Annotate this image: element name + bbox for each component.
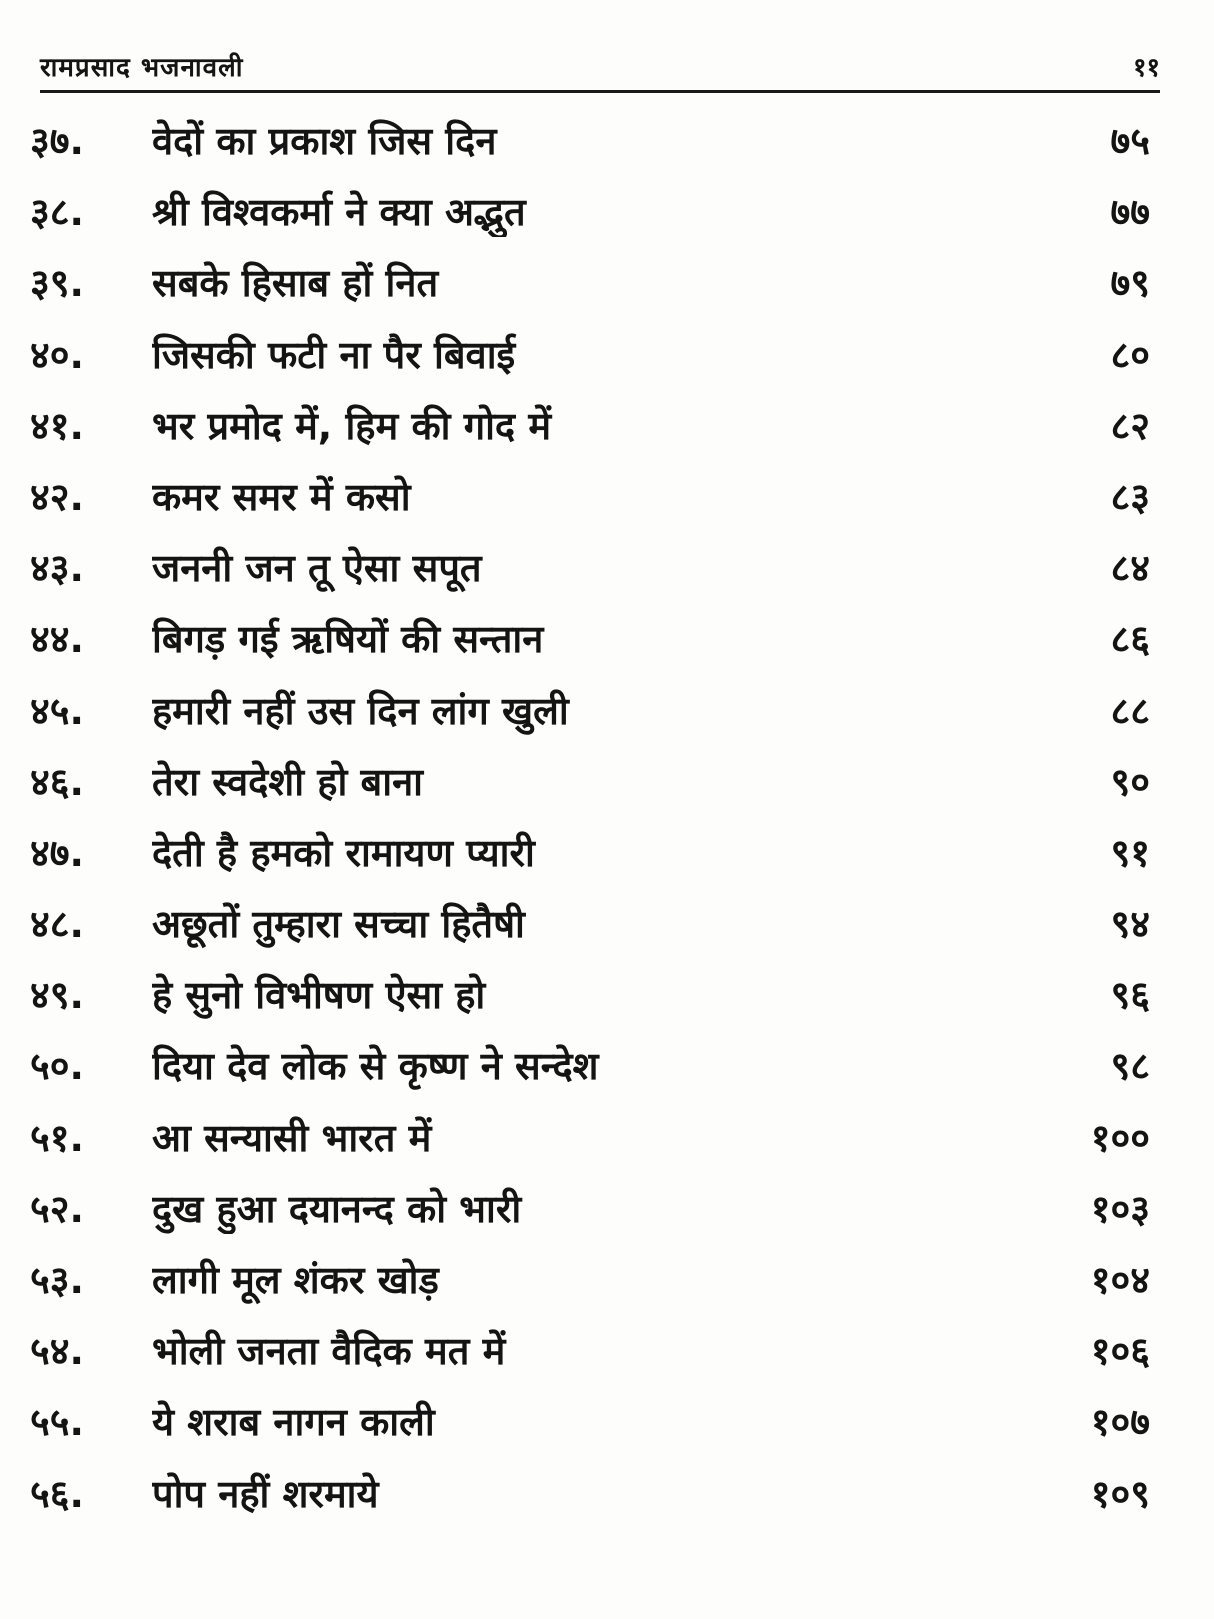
entry-number: ४८. — [30, 902, 84, 947]
entry-title: कमर समर में कसो — [152, 474, 411, 519]
toc-entry — [0, 389, 1214, 460]
entry-page: ९८ — [1110, 1044, 1150, 1089]
entry-title: सबके हिसाब हों नित — [152, 261, 439, 306]
entry-page: ९१ — [1110, 830, 1150, 875]
entry-page: ८३ — [1110, 474, 1150, 519]
entry-title: वेदों का प्रकाश जिस दिन — [152, 119, 497, 163]
entry-number: ४३. — [30, 546, 84, 591]
toc-entry — [0, 318, 1214, 389]
entry-page: ८८ — [1110, 688, 1150, 733]
entry-number: ५६. — [30, 1471, 84, 1516]
entry-page: ८६ — [1110, 617, 1150, 662]
toc-entry — [0, 1243, 1214, 1314]
entry-number: ३८. — [30, 190, 84, 235]
entry-title: तेरा स्वदेशी हो बाना — [152, 759, 423, 804]
book-title: रामप्रसाद भजनावली — [40, 53, 244, 83]
entry-number: ५४. — [30, 1329, 84, 1374]
entry-page: १०६ — [1090, 1329, 1150, 1374]
entry-page: ७७ — [1110, 190, 1150, 235]
toc-entry — [0, 531, 1214, 602]
entry-number: ४७. — [30, 830, 84, 875]
toc-entry — [0, 104, 1214, 175]
entry-page: ९६ — [1110, 973, 1150, 1018]
entry-number: ४१. — [30, 403, 84, 448]
toc-entry — [0, 602, 1214, 673]
entry-page: ९४ — [1110, 902, 1150, 947]
entry-page: ७९ — [1110, 261, 1150, 306]
entry-title: दुख हुआ दयानन्द को भारी — [152, 1186, 522, 1231]
entry-page: ८० — [1110, 332, 1150, 377]
entry-page: १०४ — [1090, 1258, 1150, 1302]
entry-page: ८४ — [1110, 546, 1150, 591]
toc-entry — [0, 887, 1214, 958]
entry-number: ४०. — [30, 332, 84, 377]
entry-title: हे सुनो विभीषण ऐसा हो — [152, 973, 486, 1018]
entry-page: १०७ — [1090, 1400, 1150, 1445]
toc-entry — [0, 460, 1214, 531]
entry-number: ४२. — [30, 474, 84, 519]
entry-number: ५१. — [30, 1115, 84, 1160]
entry-title: भर प्रमोद में, हिम की गोद में — [152, 403, 552, 448]
entry-number: ५०. — [30, 1044, 84, 1089]
entry-title: भोली जनता वैदिक मत में — [152, 1329, 506, 1374]
entry-number: ५३. — [30, 1258, 84, 1302]
entry-title: देती है हमको रामायण प्यारी — [152, 830, 535, 875]
page-number: ११ — [1132, 53, 1160, 83]
table-of-contents — [0, 104, 1214, 1528]
toc-entry — [0, 1457, 1214, 1528]
running-header — [40, 40, 1160, 90]
entry-title: श्री विश्वकर्मा ने क्या अद्भुत — [152, 190, 526, 235]
toc-entry — [0, 745, 1214, 816]
entry-title: ये शराब नागन काली — [152, 1400, 435, 1445]
toc-entry — [0, 1314, 1214, 1385]
entry-title: बिगड़ गई ऋषियों की सन्तान — [152, 617, 544, 662]
entry-title: जननी जन तू ऐसा सपूत — [152, 546, 482, 591]
toc-entry — [0, 1385, 1214, 1456]
entry-page: १०० — [1090, 1115, 1150, 1160]
toc-entry — [0, 958, 1214, 1029]
entry-page: ९० — [1110, 759, 1150, 804]
entry-title: दिया देव लोक से कृष्ण ने सन्देश — [152, 1044, 599, 1089]
entry-title: अछूतों तुम्हारा सच्चा हितैषी — [152, 902, 525, 947]
toc-entry — [0, 1029, 1214, 1100]
toc-entry — [0, 1101, 1214, 1172]
toc-entry — [0, 246, 1214, 317]
entry-title: हमारी नहीं उस दिन लांग खुली — [152, 688, 569, 733]
entry-number: ५५. — [30, 1400, 84, 1445]
entry-number: ४५. — [30, 688, 84, 733]
header-divider — [40, 90, 1160, 93]
entry-title: पोप नहीं शरमाये — [152, 1471, 379, 1516]
entry-number: ३७. — [30, 119, 84, 163]
entry-title: आ सन्यासी भारत में — [152, 1115, 432, 1160]
entry-number: ५२. — [30, 1186, 84, 1231]
entry-title: जिसकी फटी ना पैर बिवाई — [152, 332, 516, 377]
entry-number: ३९. — [30, 261, 84, 306]
entry-page: १०३ — [1090, 1186, 1150, 1231]
entry-page: ८२ — [1110, 403, 1150, 448]
toc-entry — [0, 816, 1214, 887]
entry-number: ४६. — [30, 759, 84, 804]
entry-number: ४४. — [30, 617, 84, 662]
toc-entry — [0, 175, 1214, 246]
toc-entry — [0, 1172, 1214, 1243]
entry-page: १०९ — [1090, 1471, 1150, 1516]
entry-number: ४९. — [30, 973, 84, 1018]
entry-title: लागी मूल शंकर खोड़ — [152, 1258, 439, 1302]
entry-page: ७५ — [1110, 119, 1150, 163]
toc-entry — [0, 674, 1214, 745]
